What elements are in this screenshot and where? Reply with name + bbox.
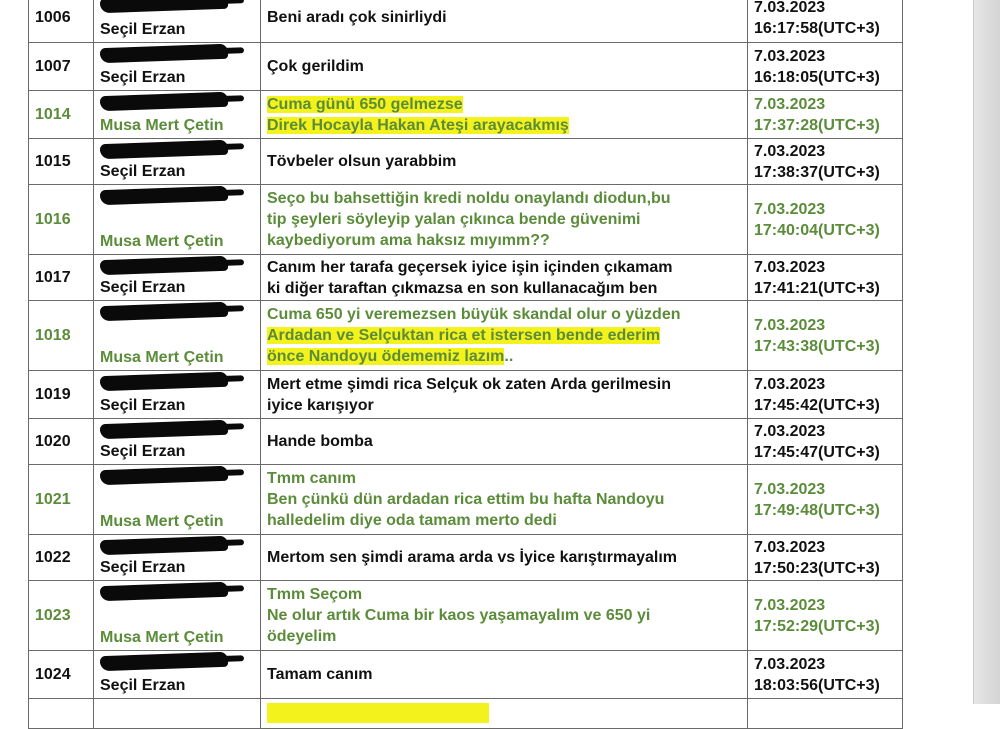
message-id: 1023 [29, 581, 94, 651]
message-text: Beni aradı çok sinirliydi [267, 9, 447, 26]
table-row [29, 255, 903, 301]
message-cell [261, 465, 748, 535]
message-cell [261, 255, 748, 301]
sender-name: Seçil Erzan [100, 163, 186, 180]
sender-cell [94, 651, 261, 699]
redacted-phone-number [100, 420, 228, 439]
timestamp-time: 17:45:42(UTC+3) [754, 396, 880, 414]
message-text: Tamam canım [267, 666, 373, 683]
message-id: 1017 [29, 255, 94, 301]
timestamp-time: 18:03:56(UTC+3) [754, 676, 880, 694]
sender-cell [94, 139, 261, 185]
redacted-phone-number [100, 536, 228, 555]
timestamp-time: 17:43:38(UTC+3) [754, 337, 880, 355]
message-id [29, 699, 94, 729]
message-id: 1020 [29, 419, 94, 465]
sender-name: Seçil Erzan [100, 279, 186, 296]
highlighted-text [267, 703, 489, 723]
sender-name: Musa Mert Çetin [100, 629, 224, 646]
message-text: Tövbeler olsun yarabbim [267, 153, 457, 170]
timestamp-cell [748, 465, 903, 535]
timestamp-date: 7.03.2023 [754, 0, 826, 16]
timestamp-date: 7.03.2023 [754, 316, 826, 334]
message-text: Hande bomba [267, 433, 373, 450]
redacted-phone-number [100, 652, 228, 671]
timestamp-cell [748, 255, 903, 301]
sender-name: Seçil Erzan [100, 559, 186, 576]
message-text: Mert etme şimdi rica Selçuk ok zaten Arda gerilmesin [267, 375, 671, 393]
message-cell [261, 43, 748, 91]
message-cell [261, 91, 748, 139]
message-cell [261, 185, 748, 255]
message-line [267, 257, 741, 278]
sender-cell [94, 419, 261, 465]
message-cell [261, 699, 748, 729]
sender-name: Seçil Erzan [100, 69, 186, 86]
table-row [29, 43, 903, 91]
message-line [267, 605, 741, 626]
message-text: halledelim diye oda tamam merto dedi [267, 512, 557, 529]
message-line [267, 626, 741, 647]
timestamp-date: 7.03.2023 [754, 200, 826, 218]
timestamp-date: 7.03.2023 [754, 422, 826, 440]
message-text: Ne olur artık Cuma bir kaos yaşamayalım ve 650 yi [267, 607, 651, 624]
message-id: 1015 [29, 139, 94, 185]
message-line [267, 56, 741, 77]
message-text: kaybediyorum ama haksız mıyımm?? [267, 232, 550, 249]
message-line [267, 374, 741, 395]
message-line [267, 510, 741, 531]
message-line [267, 94, 741, 115]
sender-cell [94, 535, 261, 581]
redacted-phone-number [100, 302, 228, 321]
table-row [29, 535, 903, 581]
page-edge [974, 0, 1000, 704]
redacted-phone-number [100, 582, 228, 601]
message-id: 1024 [29, 651, 94, 699]
message-id: 1006 [29, 0, 94, 43]
message-id: 1007 [29, 43, 94, 91]
sender-name: Musa Mert Çetin [100, 513, 224, 530]
message-text: Tmm canım [267, 470, 356, 487]
message-line [267, 664, 741, 685]
sender-name: Seçil Erzan [100, 397, 186, 414]
table-row [29, 419, 903, 465]
timestamp-date: 7.03.2023 [754, 655, 826, 673]
message-text: Mertom sen şimdi arama arda vs İyice karıştırmayalım [267, 549, 677, 566]
timestamp-cell [748, 371, 903, 419]
sender-name: Musa Mert Çetin [100, 233, 224, 250]
sender-cell [94, 699, 261, 729]
timestamp-date: 7.03.2023 [754, 258, 826, 276]
timestamp-date: 7.03.2023 [754, 142, 826, 160]
highlighted-text: Cuma günü 650 gelmezse [267, 95, 463, 113]
message-cell [261, 419, 748, 465]
timestamp-time: 17:37:28(UTC+3) [754, 116, 880, 134]
message-line [267, 7, 741, 28]
timestamp-time: 17:49:48(UTC+3) [754, 501, 880, 519]
timestamp-date: 7.03.2023 [754, 596, 826, 614]
table-row-partial [29, 699, 903, 729]
message-line [267, 304, 741, 325]
timestamp-date: 7.03.2023 [754, 95, 826, 113]
message-text: ödeyelim [267, 628, 337, 645]
redacted-phone-number [100, 256, 228, 275]
table-row [29, 465, 903, 535]
timestamp-date: 7.03.2023 [754, 480, 826, 498]
redacted-phone-number [100, 0, 228, 13]
message-line [267, 584, 741, 605]
redacted-phone-number [100, 372, 228, 391]
message-cell [261, 0, 748, 43]
message-id: 1021 [29, 465, 94, 535]
message-id: 1014 [29, 91, 94, 139]
message-text: tip şeyleri söyleyip yalan çıkınca bende güvenimi [267, 211, 641, 228]
sender-name: Musa Mert Çetin [100, 349, 224, 366]
message-text: Ben çünkü dün ardadan rica ettim bu hafta Nandoyu [267, 491, 665, 508]
timestamp-cell [748, 581, 903, 651]
message-cell [261, 371, 748, 419]
table-row [29, 651, 903, 699]
sender-cell [94, 371, 261, 419]
table-row [29, 139, 903, 185]
timestamp-cell [748, 651, 903, 699]
table-row [29, 91, 903, 139]
message-line [267, 325, 741, 346]
redacted-phone-number [100, 92, 228, 111]
table-row [29, 0, 903, 43]
message-table [28, 0, 903, 729]
highlighted-text: önce Nandoyu ödememiz lazım [267, 348, 505, 365]
message-text: .. [504, 348, 514, 365]
sender-cell [94, 581, 261, 651]
sender-cell [94, 91, 261, 139]
message-cell [261, 581, 748, 651]
timestamp-time: 17:52:29(UTC+3) [754, 617, 880, 635]
timestamp-date: 7.03.2023 [754, 47, 826, 65]
timestamp-cell [748, 699, 903, 729]
timestamp-cell [748, 0, 903, 43]
sender-name: Musa Mert Çetin [100, 117, 224, 134]
sender-name: Seçil Erzan [100, 677, 186, 694]
message-line [267, 346, 741, 367]
message-line [267, 209, 741, 230]
timestamp-cell [748, 91, 903, 139]
message-cell [261, 651, 748, 699]
timestamp-cell [748, 535, 903, 581]
highlighted-text: Direk Hocayla Hakan Ateşi arayacakmış [267, 116, 569, 134]
message-line [267, 188, 741, 209]
message-line [267, 431, 741, 452]
message-text: Cuma 650 yi veremezsen büyük skandal olur o yüzden [267, 306, 681, 323]
timestamp-time: 17:38:37(UTC+3) [754, 163, 880, 181]
timestamp-time: 17:41:21(UTC+3) [754, 279, 880, 297]
timestamp-time: 17:45:47(UTC+3) [754, 443, 880, 461]
table-row [29, 581, 903, 651]
message-id: 1016 [29, 185, 94, 255]
sender-cell [94, 465, 261, 535]
message-line [267, 395, 741, 416]
sender-name: Seçil Erzan [100, 443, 186, 460]
message-cell [261, 535, 748, 581]
message-cell [261, 139, 748, 185]
sender-name: Seçil Erzan [100, 21, 186, 38]
message-text: ki diğer taraftan çıkmazsa en son kullanacağım ben [267, 279, 658, 297]
table-row [29, 301, 903, 371]
redacted-phone-number [100, 186, 228, 205]
sender-cell [94, 0, 261, 43]
message-line [267, 151, 741, 172]
message-text: Tmm Seçom [267, 586, 363, 603]
redacted-phone-number [100, 140, 228, 159]
timestamp-date: 7.03.2023 [754, 375, 826, 393]
sender-cell [94, 43, 261, 91]
sender-cell [94, 301, 261, 371]
message-id: 1022 [29, 535, 94, 581]
message-line [267, 468, 741, 489]
message-text: Çok gerildim [267, 58, 364, 75]
sender-cell [94, 185, 261, 255]
message-text: Seço bu bahsettiğin kredi noldu onaylandı diodun,bu [267, 190, 671, 207]
message-id: 1018 [29, 301, 94, 371]
redacted-phone-number [100, 44, 228, 63]
timestamp-cell [748, 185, 903, 255]
message-line [267, 547, 741, 568]
timestamp-time: 17:50:23(UTC+3) [754, 559, 880, 577]
timestamp-time: 17:40:04(UTC+3) [754, 221, 880, 239]
message-cell [261, 301, 748, 371]
timestamp-date: 7.03.2023 [754, 538, 826, 556]
timestamp-cell [748, 301, 903, 371]
highlighted-text: Ardadan ve Selçuktan rica et istersen bende ederim [267, 327, 661, 344]
table-row [29, 371, 903, 419]
message-text: iyice karışıyor [267, 396, 374, 414]
message-id: 1019 [29, 371, 94, 419]
timestamp-time: 16:17:58(UTC+3) [754, 19, 880, 37]
timestamp-cell [748, 419, 903, 465]
timestamp-time: 16:18:05(UTC+3) [754, 68, 880, 86]
message-line [267, 230, 741, 251]
timestamp-cell [748, 139, 903, 185]
table-row [29, 185, 903, 255]
message-text: Canım her tarafa geçersek iyice işin içinden çıkamam [267, 258, 673, 276]
redacted-phone-number [100, 466, 228, 485]
timestamp-cell [748, 43, 903, 91]
message-line [267, 115, 741, 136]
sender-cell [94, 255, 261, 301]
message-line [267, 489, 741, 510]
message-line [267, 278, 741, 299]
